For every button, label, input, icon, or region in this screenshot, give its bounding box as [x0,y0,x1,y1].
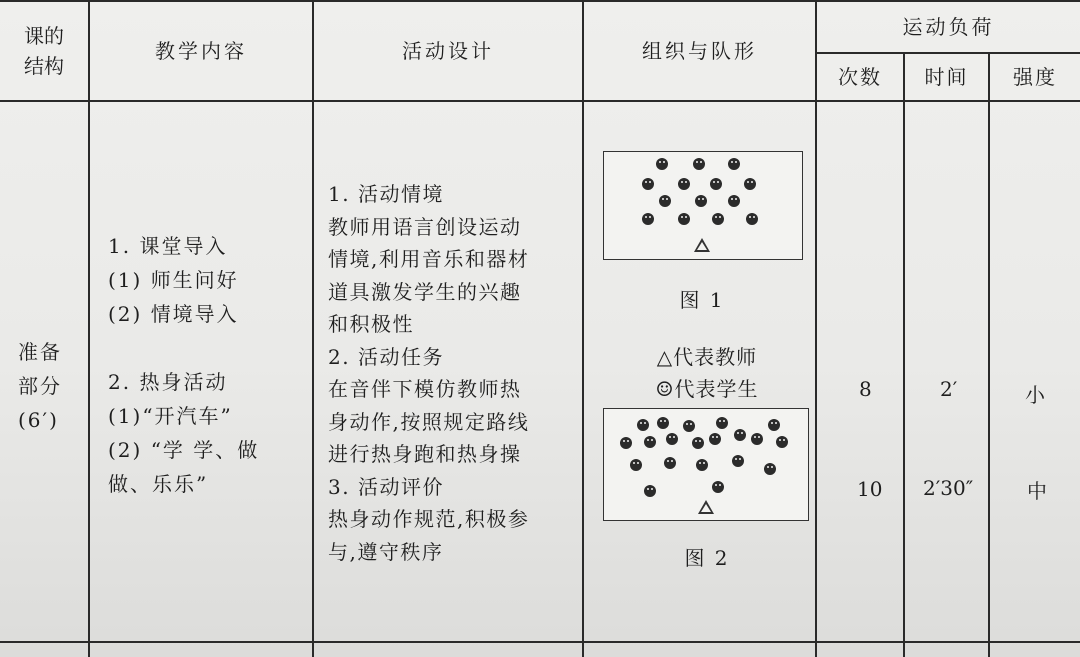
activity-line-9: 进行热身跑和热身操 [328,442,522,466]
student-icon [728,158,740,170]
student-icon [709,433,721,445]
teacher-triangle-icon [698,500,714,514]
teacher-triangle-icon [694,238,710,252]
student-icon [637,419,649,431]
student-icon [695,195,707,207]
activity-line-4: 道具激发学生的兴趣 [328,279,522,304]
content-line-3: (2) 情境导入 [108,302,239,326]
activity-line-6: 2. 活动任务 [328,344,444,369]
content-line-6: (1)“开汽车” [108,404,233,428]
content-line-7: (2) “学 学、做 [108,438,260,462]
header-structure-line-2: 结构 [24,54,64,78]
activity-line-10: 3. 活动评价 [328,474,444,499]
student-icon [630,459,642,471]
content-line-2: (1) 师生问好 [108,268,239,292]
student-icon [644,436,656,448]
figure-1-caption: 图 1 [679,288,725,312]
header-time: 时间 [924,65,969,89]
figure-2-caption: 图 2 [684,546,730,570]
student-icon [693,158,705,170]
student-icon [716,417,728,429]
row-activity [328,178,580,568]
legend-teacher: △代表教师 [656,345,758,369]
structure-line-2: 部分 [18,374,62,398]
student-icon [692,437,704,449]
activity-line-3: 情境,利用音乐和器材 [328,247,530,271]
activity-line-8: 身动作,按照规定路线 [328,409,530,434]
student-icon [678,213,690,225]
content-line-4 [108,331,308,365]
table-bottom-line [0,641,1080,643]
student-icon [712,481,724,493]
student-icon [728,195,740,207]
header-count: 次数 [838,65,882,89]
student-icon [620,437,632,449]
student-icon [734,429,746,441]
student-icon [751,433,763,445]
header-organization: 组织与队形 [642,39,757,63]
student-icon [776,436,788,448]
col-divider-5 [903,52,905,657]
activity-line-1: 1. 活动情境 [328,182,444,206]
header-load: 运动负荷 [902,15,995,39]
activity-line-7: 在音伴下模仿教师热 [328,377,522,401]
row-structure [18,335,78,437]
structure-line-3: (6′) [18,408,59,432]
content-line-5: 2. 热身活动 [108,370,228,394]
student-icon [710,178,722,190]
content-line-8: 做、乐乐” [108,472,209,496]
activity-line-5: 和积极性 [328,312,414,336]
student-icon [764,463,776,475]
header-bottom-line [0,100,1080,102]
load-intensity-1: 小 [1025,383,1045,407]
student-icon [746,213,758,225]
header-structure [0,2,88,100]
student-icon [678,178,690,190]
formation-diagram-1 [603,151,803,260]
student-icon [664,457,676,469]
student-icon [768,419,780,431]
activity-line-2: 教师用语言创设运动 [328,214,522,239]
student-icon [642,213,654,225]
header-content: 教学内容 [155,39,247,63]
header-structure-line-1: 课的 [24,24,64,48]
load-time-2: 2′30″ [923,476,974,500]
activity-line-12: 与,遵守秩序 [328,539,444,564]
student-icon [644,485,656,497]
content-line-1: 1. 课堂导入 [108,234,228,258]
student-icon [696,459,708,471]
student-icon [683,420,695,432]
load-time-1: 2′ [940,377,958,401]
formation-diagram-2 [603,408,809,521]
col-divider-6 [988,52,990,657]
header-activity: 活动设计 [402,39,494,63]
activity-line-11: 热身动作规范,积极参 [328,507,530,531]
student-icon [712,213,724,225]
header-intensity: 强度 [1013,65,1057,89]
student-icon [744,178,756,190]
student-icon [666,433,678,445]
student-icon [657,417,669,429]
student-icon [732,455,744,467]
student-icon [656,158,668,170]
load-intensity-2: 中 [1027,479,1047,503]
legend-student: ☺代表学生 [655,377,759,401]
row-content [108,229,308,501]
student-icon [642,178,654,190]
student-icon [659,195,671,207]
structure-line-1: 准备 [18,340,62,364]
load-count-1: 8 [859,377,872,401]
load-count-2: 10 [857,477,883,501]
